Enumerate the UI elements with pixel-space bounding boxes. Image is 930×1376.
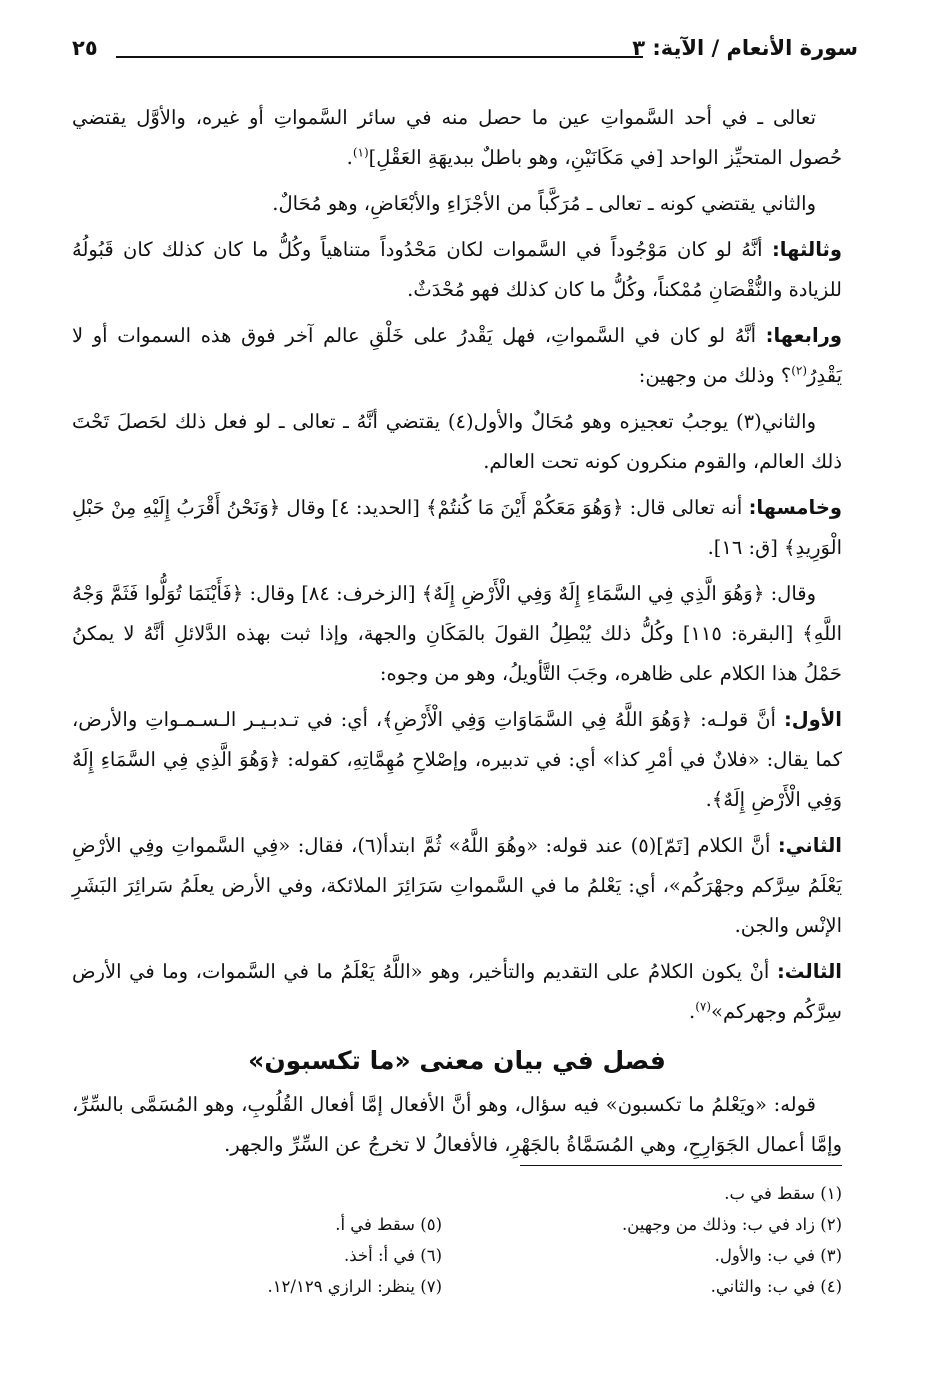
paragraph: وثالثها: أنَّهُ لو كان مَوْجُوداً في السَّموات لكان مَحْدُوداً متناهياً وكُلُّ ما كان كذلك كان قَبُولُهُ للزيادة والنُّقْصَانِ مُمْكناً، وكُلُّ ما كان كذلك فهو مُحْدَثٌ. [72,238,842,301]
running-title: سورة الأنعام / الآية: ٣ [632,36,858,60]
footnote-row [72,1209,842,1240]
footnote-row [72,1178,842,1209]
footnote-divider [520,1165,842,1166]
footnote-row [72,1271,842,1302]
paragraph: ورابعها: أنَّهُ لو كان في السَّمواتِ، فهل يَقْدرُ على خَلْقِ عالم آخر فوق هذه السموات أو لا يَقْدِرُ$^{(٢)}$؟ وذلك من وجهين: [72,324,842,387]
paragraph: وقال: ﴿وَهُوَ الَّذِي فِي السَّمَاءِ إِلَهٌ وَفِي الْأَرْضِ إِلَهٌ﴾ [الزخرف: ٨٤] وقال: ﴿فَأَيْنَمَا تُوَلُّوا فَثَمَّ وَجْهُ اللَّهِ﴾ [البقرة: ١١٥] وكُلُّ ذلك يُبْطِلُ القولَ بالمَكَانِ والجهة، وإذا ثبت بهذه الدَّلائلِ أنَّهُ لا يمكنُ حَمْلُ هذا الكلام على ظاهره، وجَبَ التَّأويلُ، وهو من وجوه: [72,582,842,685]
paragraph: والثاني يقتضي كونه ـ تعالى ـ مُرَكَّباً من الأجْزَاءِ والأبْعَاضِ، وهو مُحَالٌ. [272,192,816,215]
main-text [72,98,842,1171]
section-paragraph: قوله: «ويَعْلمُ ما تكسبون» فيه سؤال، وهو أنَّ الأفعال إمَّا أفعال القُلُوبِ، وهو المُسَمَّى بالسِّرِّ، وإمَّا أعمال الجَوَارِحِ، وهي المُسَمَّاةُ بالجَهْرِ، فالأفعالُ لا تخرجُ عن السِّرِّ والجهر. [72,1093,842,1156]
footnote: (٣) في ب: والأول. [714,1246,842,1265]
footnote: (٧) ينظر: الرازي ١٢/١٢٩. [267,1277,442,1296]
paragraph: الثاني: أنَّ الكلام [تَمّ](٥) عند قوله: «وهُوَ اللَّهُ» ثُمَّ ابتدأ(٦)، فقال: «فِي السَّمواتِ وفِي الأرْضِ يَعْلَمُ سِرَّكم وجهْرَكُم»، أي: يَعْلمُ ما في السَّمواتِ سَرَائِرَ الملائكة، وفي الأرض يعلَمُ سَرائِرَ البَشَرِ الإنْس والجن. [72,834,842,937]
footnote: (٥) سقط في أ. [335,1215,442,1234]
footnotes [72,1178,842,1302]
paragraph: وخامسها: أنه تعالى قال: ﴿وَهُوَ مَعَكُمْ أَيْنَ مَا كُنتُمْ﴾ [الحديد: ٤] وقال ﴿وَنَحْنُ أَقْرَبُ إِلَيْهِ مِنْ حَبْلِ الْوَرِيدِ﴾ [ق: ١٦]. [72,496,842,559]
footnote: (٤) في ب: والثاني. [710,1277,842,1296]
footnote: (٢) زاد في ب: وذلك من وجهين. [621,1215,842,1234]
paragraph: والثاني(٣) يوجبُ تعجيزه وهو مُحَالٌ والأول(٤) يقتضي أنَّهُ ـ تعالى ـ لو فعل ذلك لحَصلَ تَحْتَ ذلك العالم، والقوم منكرون كونه تحت العالم. [72,410,842,473]
paragraph: الثالث: أنْ يكون الكلامُ على التقديم والتأخير، وهو «اللَّهُ يَعْلَمُ ما في السَّموات، وما في الأرض سِرَّكُم وجهركم»$^{(٧)}$. [72,960,842,1023]
page-number: ٢٥ [72,36,98,60]
footnote: (٦) في أ: أخذ. [344,1246,442,1265]
paragraph: تعالى ـ في أحد السَّمواتِ عين ما حصل منه في سائر السَّمواتِ أو غيره، والأوَّل يقتضي حُصول المتحيِّز الواحد [في مَكَانَيْنِ، وهو باطلٌ ببديهَةِ العَقْلِ]$^{(١)}$. [72,106,842,169]
footnote [72,1178,442,1209]
footnote: (١) سقط في ب. [724,1184,842,1203]
header-rule [116,56,643,58]
page-header [72,32,858,66]
paragraph: الأول: أنَّ قولـه: ﴿وَهُوَ اللَّهُ فِي السَّمَاوَاتِ وَفِي الْأَرْضِ﴾، أي: في تـدبـيـر الـسـمـواتِ والأرض، كما يقال: «فلانٌ في أمْرِ كذا» أي: في تدبيره، وإصْلاحِ مُهِمَّاتِهِ، كقوله: ﴿وَهُوَ الَّذِي فِي السَّمَاءِ إِلَهٌ وَفِي الْأَرْضِ إِلَهٌ﴾. [72,708,842,811]
section-heading: فصل في بيان معنى «ما تكسبون» [248,1046,666,1075]
footnote-row [72,1240,842,1271]
